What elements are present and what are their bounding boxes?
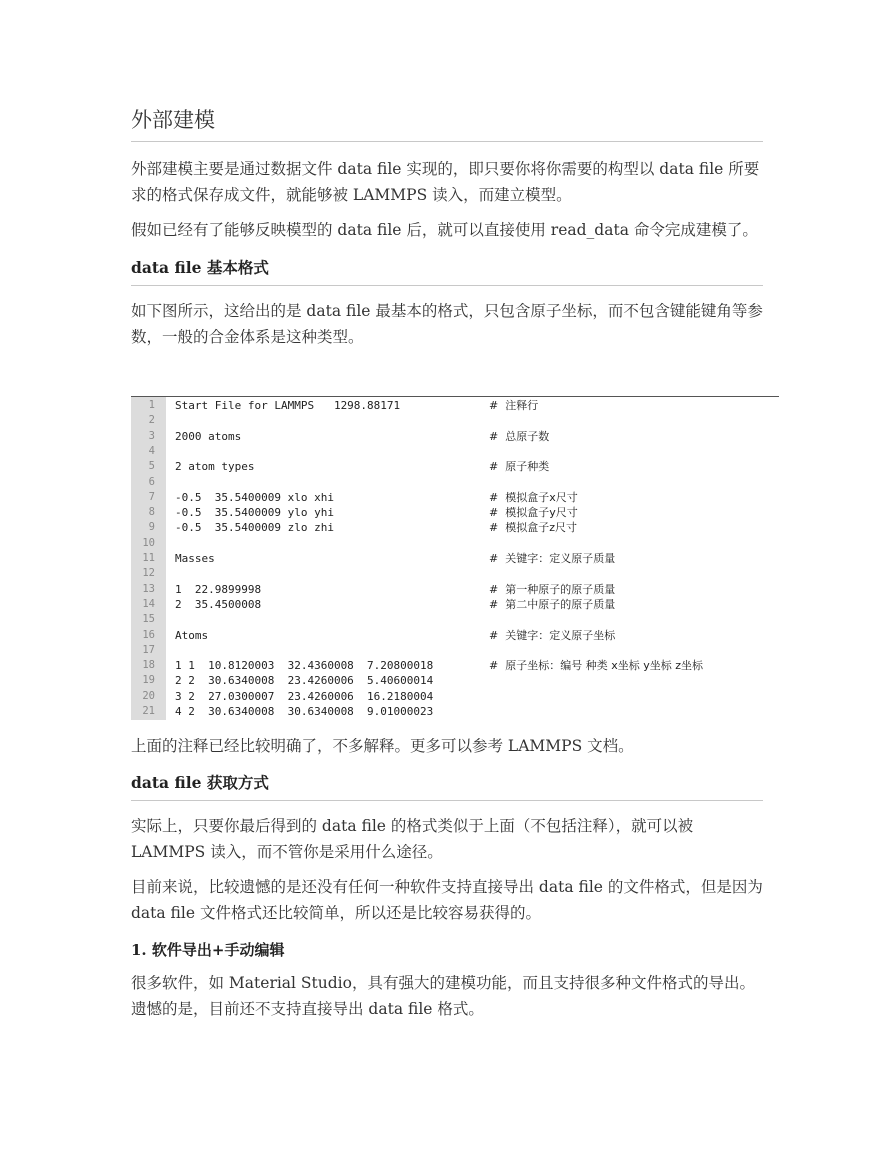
code-comment: # 第一种原子的原子质量 [489, 582, 616, 596]
line-number: 16 [142, 628, 155, 641]
code-line [131, 628, 779, 643]
code-line [131, 536, 779, 551]
subsection-title-acquire: data file 获取方式 [131, 771, 763, 801]
code-comment: # 模拟盒子x尺寸 [489, 490, 578, 504]
code-text: -0.5 35.5400009 ylo yhi [175, 506, 334, 520]
code-comment: # 关键字：定义原子坐标 [489, 628, 616, 642]
line-number: 3 [148, 429, 155, 442]
code-text: 2 2 30.6340008 23.4260006 5.40600014 [175, 674, 434, 688]
line-number: 4 [148, 444, 155, 457]
line-number: 7 [148, 490, 155, 503]
code-text: 2000 atoms [175, 429, 242, 443]
code-line [131, 429, 779, 444]
subsection-title-format: data file 基本格式 [131, 256, 763, 286]
line-number: 14 [142, 597, 155, 610]
line-number: 8 [148, 506, 155, 519]
code-line [131, 505, 779, 520]
code-text: Atoms [175, 628, 209, 642]
paragraph-read-data: 假如已经有了能够反映模型的 data file 后，就可以直接使用 read_data 命令完成建模了。 [131, 221, 758, 239]
code-line [131, 475, 779, 490]
code-block [131, 396, 779, 721]
line-number: 5 [148, 460, 155, 473]
line-number: 18 [142, 659, 155, 672]
code-text: 4 2 30.6340008 30.6340008 9.01000023 [175, 705, 434, 718]
code-line [131, 612, 779, 627]
paragraph-software: 目前来说，比较遗憾的是还没有任何一种软件支持直接导出 data file 的文件格式，但是因为 data file 文件格式还比较简单，所以还是比较容易获得的。 [131, 878, 763, 922]
code-comment: # 模拟盒子y尺寸 [489, 506, 578, 520]
code-text: 3 2 27.0300007 23.4260006 16.2180004 [175, 689, 434, 703]
code-line [131, 444, 779, 459]
code-line [131, 459, 779, 474]
code-text: -0.5 35.5400009 xlo xhi [175, 490, 334, 504]
code-line [131, 398, 779, 413]
line-number: 17 [142, 643, 155, 656]
code-text: 1 1 10.8120003 32.4360008 7.20800018 [175, 659, 434, 673]
line-number: 10 [142, 536, 155, 549]
code-text: Start File for LAMMPS 1298.88171 [175, 399, 401, 412]
paragraph-intro: 外部建模主要是通过数据文件 data file 实现的，即只要你将你需要的构型以 data file 所要求的格式保存成文件，就能够被 LAMMPS 读入，而建立模型。 [131, 160, 760, 204]
code-text: Masses [175, 552, 215, 565]
line-number: 6 [148, 475, 155, 488]
code-text: 2 atom types [175, 460, 255, 474]
code-line [131, 643, 779, 658]
paragraph-format: 如下图所示，这给出的是 data file 最基本的格式，只包含原子坐标，而不包含键能键角等参数，一般的合金体系是这种类型。 [131, 302, 763, 346]
section-title: 外部建模 [131, 100, 763, 142]
code-line [131, 490, 779, 505]
code-comment: # 原子种类 [489, 460, 550, 474]
code-comment: # 模拟盒子z尺寸 [489, 521, 577, 535]
code-text: 1 22.9899998 [175, 582, 262, 596]
code-comment: # 关键字：定义原子质量 [489, 552, 616, 565]
paragraph-material-studio: 很多软件，如 Material Studio，具有强大的建模功能，而且支持很多种文件格式的导出。遗憾的是，目前还不支持直接导出 data file 格式。 [131, 974, 755, 1018]
line-number: 11 [142, 552, 155, 564]
line-number: 12 [142, 567, 155, 580]
code-text: -0.5 35.5400009 zlo zhi [175, 521, 334, 535]
code-comment: # 原子坐标：编号 种类 x坐标 y坐标 z坐标 [489, 659, 703, 673]
document-body-lower [131, 733, 763, 1022]
paragraph-acquire: 实际上，只要你最后得到的 data file 的格式类似于上面（不包括注释），就可以被 LAMMPS 读入，而不管你是采用什么途径。 [131, 817, 694, 861]
code-line [131, 551, 779, 566]
code-line [131, 658, 779, 673]
line-number: 19 [142, 674, 155, 687]
line-number: 13 [142, 582, 155, 595]
line-number: 20 [142, 689, 155, 702]
line-number: 2 [148, 414, 155, 427]
subsection-title-export: 1. 软件导出+手动编辑 [131, 941, 285, 959]
code-comment: # 总原子数 [489, 429, 550, 443]
code-line [131, 689, 779, 704]
code-line [131, 566, 779, 581]
code-line [131, 704, 779, 719]
line-number: 1 [148, 399, 155, 411]
code-line [131, 673, 779, 688]
code-line [131, 520, 779, 535]
line-number: 9 [148, 521, 155, 534]
line-number: 21 [142, 705, 155, 717]
paragraph-comment-note: 上面的注释已经比较明确了，不多解释。更多可以参考 LAMMPS 文档。 [131, 737, 634, 755]
code-comment: # 第二中原子的原子质量 [489, 597, 616, 611]
code-line [131, 597, 779, 612]
code-line [131, 413, 779, 428]
code-line [131, 582, 779, 597]
code-text: 2 35.4500008 [175, 597, 262, 611]
code-comment: # 注释行 [489, 399, 539, 412]
line-number: 15 [142, 613, 155, 626]
document-body [131, 100, 763, 350]
